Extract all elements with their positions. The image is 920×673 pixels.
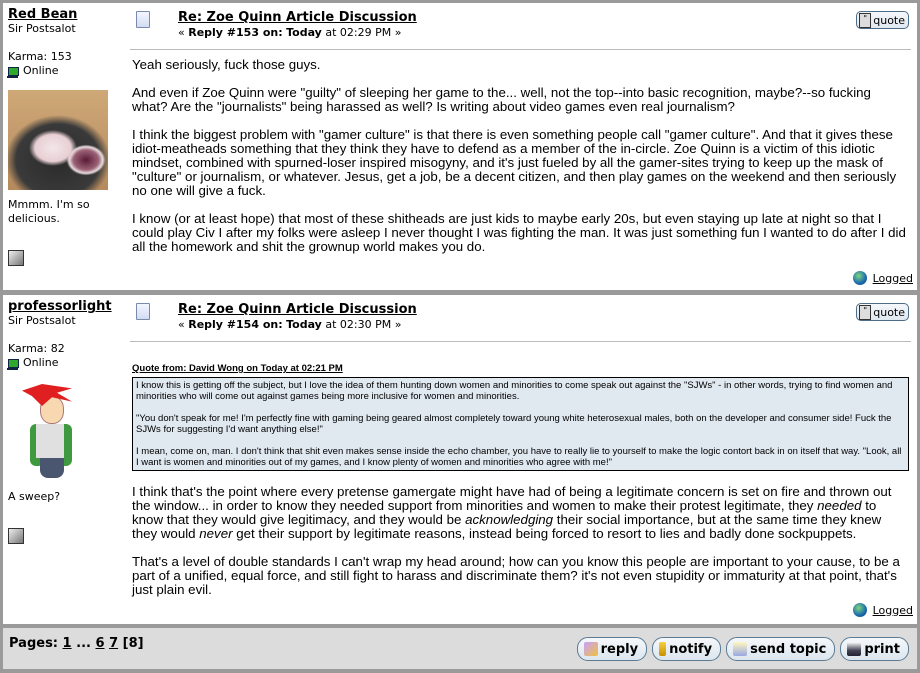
logged-ip[interactable] [853, 271, 913, 285]
reply-button[interactable] [577, 637, 647, 661]
send-topic-button[interactable] [726, 637, 835, 661]
reply-number: Reply #153 on: [188, 26, 283, 39]
post-content [130, 3, 911, 268]
poster-rank: Sir Postsalot [8, 22, 76, 35]
page-ellipsis: ... [76, 636, 91, 651]
pagination [9, 636, 144, 651]
globe-icon [853, 603, 867, 617]
post-154 [3, 295, 917, 624]
online-status [8, 64, 120, 78]
avatar [8, 90, 108, 190]
reply-number: Reply #154 on: [188, 318, 283, 331]
logged-label[interactable]: Logged [872, 603, 913, 617]
quote-block [132, 377, 909, 471]
meta-prefix: « [178, 318, 189, 331]
poster-name-link[interactable]: Red Bean [8, 7, 78, 22]
reply-label: reply [600, 641, 639, 657]
logged-ip[interactable] [853, 603, 913, 617]
page-link-6[interactable]: 6 [95, 636, 105, 651]
italic-text: acknowledging [465, 512, 554, 527]
italic-text: needed [817, 498, 862, 513]
quote-paragraph: I mean, come on, man. I don't think that shit even makes sense inside the echo chamber, you have to really lie to yourself to make the logic contort back in on itself that way. "Look, all I want is women and minorities out of my games, and I know plenty of women and minorities who agree with me!" [136, 446, 902, 468]
post-paragraph: I know (or at least hope) that most of these shitheads are just kids to maybe early 20s, but even staying up late at night so that I could play Civ I after my folks were asleep I never thought I was fighting the man. It was just something fun I wanted to do after I did all the homework and shit the grownup world makes you do. [132, 211, 906, 254]
document-icon [136, 11, 150, 28]
post-body [130, 342, 911, 597]
post-header [130, 3, 911, 50]
avatar-part [40, 458, 64, 478]
meta-prefix: « [178, 26, 189, 39]
send-topic-icon [733, 642, 747, 656]
poster-info [8, 299, 120, 504]
italic-text: never [199, 526, 233, 541]
post-paragraph: And even if Zoe Quinn were "guilty" of sleeping her game to the... well, not the top--into basic recognition, maybe?--so fucking what? Are the "journalists" being harassed as well? Is writing about video games even real journalism? [132, 85, 871, 114]
avatar [8, 384, 108, 484]
quote-paragraph: I know this is getting off the subject, but I love the idea of them hunting down women and minorities to come speak out against the "SJWs" - in other words, trying to find women and minorities who will come out against games being more inclusive for women and minorities. [136, 380, 893, 402]
print-label: print [864, 641, 900, 657]
quote-header-link[interactable]: Quote from: David Wong on Today at 02:21 PM [132, 363, 343, 374]
logged-label[interactable]: Logged [872, 271, 913, 285]
globe-icon [853, 271, 867, 285]
poster-rank: Sir Postsalot [8, 314, 76, 327]
online-computer-icon [8, 359, 19, 368]
notify-button[interactable] [652, 637, 721, 661]
document-icon [136, 303, 150, 320]
post-content [130, 295, 911, 611]
poster-karma: Karma: 153 [8, 50, 72, 63]
poster-karma: Karma: 82 [8, 342, 65, 355]
post-paragraph: I think the biggest problem with "gamer culture" is that there is even something people call "gamer culture". And that it gives these idiot-meatheads something that they think they have to defend as a member of the in-circle. Zoe Quinn is a victim of this idiotic mindset, combined with spurned-loser inspired misogyny, and it's just fueled by all the gamer-sites trying to keep up the mask of "culture" or journalism, or whatever. Jesus, get a job, be a decent citizen, and then play games on the weekend and then seriously no one will give a fuck. [132, 127, 897, 198]
poster-info [8, 7, 120, 226]
profile-icon[interactable] [8, 528, 24, 544]
page-link-1[interactable]: 1 [62, 636, 72, 651]
notify-icon [659, 642, 666, 656]
post-subject-link[interactable]: Re: Zoe Quinn Article Discussion [178, 10, 417, 25]
print-button[interactable] [840, 637, 909, 661]
reply-time: at 02:30 PM » [321, 318, 402, 331]
text-run: to know that they would give legitimacy, and they would be [132, 498, 877, 527]
quote-button[interactable] [856, 303, 909, 321]
post-paragraph [132, 485, 909, 541]
online-label: Online [23, 356, 59, 369]
post-header [130, 295, 911, 342]
quote-label: quote [873, 13, 905, 27]
page-link-7[interactable]: 7 [109, 636, 119, 651]
reply-meta [178, 26, 401, 39]
avatar-part [36, 424, 64, 458]
quote-icon: " [859, 13, 871, 28]
quote-icon: " [859, 305, 871, 320]
post-subject-link[interactable]: Re: Zoe Quinn Article Discussion [178, 302, 417, 317]
personal-text: A sweep? [8, 490, 61, 503]
reply-time: at 02:29 PM » [321, 26, 402, 39]
send-topic-label: send topic [750, 641, 827, 657]
post-153 [3, 3, 917, 290]
text-run: their social importance, but at the same time they knew they would [132, 512, 882, 541]
quote-label: quote [873, 305, 905, 319]
reply-icon [584, 642, 598, 656]
reply-meta [178, 318, 401, 331]
poster-name-link[interactable]: professorlight [8, 299, 112, 314]
notify-label: notify [669, 641, 713, 657]
quote-button[interactable] [856, 11, 909, 29]
profile-icon[interactable] [8, 250, 24, 266]
text-run: get their support by legitimate reasons, instead being forced to resort to lies and badly done sockpuppets. [232, 526, 857, 541]
personal-text: Mmmm. I'm so delicious. [8, 198, 90, 225]
post-body [130, 50, 911, 254]
topic-actions [577, 637, 909, 661]
post-paragraph: That's a level of double standards I can't wrap my head around; how can you know this people are important to your cause, to be a part of a unified, equal force, and still fight to harass and discriminate them? it's not even stupidity or immaturity at that point, that's just plain evil. [132, 554, 900, 597]
pages-label: Pages: [9, 636, 59, 651]
post-paragraph: Yeah seriously, fuck those guys. [132, 57, 321, 72]
online-computer-icon [8, 67, 19, 76]
online-status [8, 356, 120, 370]
reply-day: Today [286, 318, 322, 331]
current-page: [8] [122, 636, 144, 651]
quote-paragraph: "You don't speak for me! I'm perfectly fine with gaming being geared almost completely toward young white heterosexual males, both on the developer and consumer side! Fuck the SJWs for suggesting I'd want anything else!" [136, 413, 892, 435]
online-label: Online [23, 64, 59, 77]
topic-footer [3, 628, 917, 669]
text-run: I think that's the point where every pretense gamergate might have had of being a legitimate concern is set on fire and thrown out the window... in order to know they needed support from minorities and women to make their protest legitimate, they [132, 484, 892, 513]
printer-icon [847, 642, 861, 656]
reply-day: Today [286, 26, 322, 39]
